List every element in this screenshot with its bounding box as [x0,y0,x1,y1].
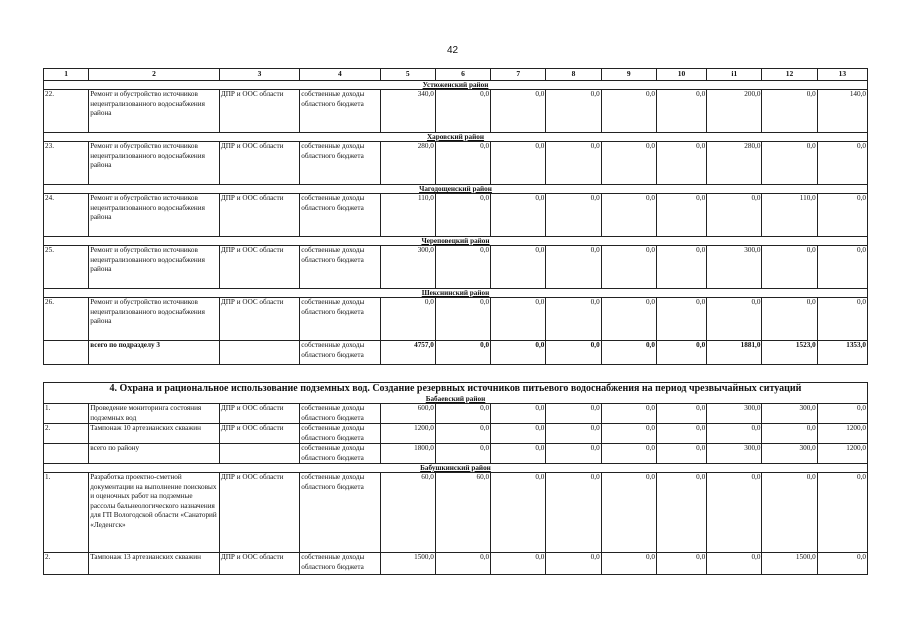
district-row [44,289,868,298]
value-cell: 1523,0 [762,341,817,365]
measure-name: Тампонаж 13 артезианских скважин [89,553,220,575]
value-cell: 0,0 [601,341,656,365]
column-number: 3 [219,69,299,81]
district-row [44,395,868,404]
value-cell: 0,0 [656,298,706,341]
table-row [44,142,868,185]
row-number: 24. [44,194,89,237]
measure-name: Ремонт и обустройство источников нецентрализованного водоснабжения района [89,142,220,185]
row-number: 2. [44,553,89,575]
value-cell: 280,0 [380,142,435,185]
value-cell: 0,0 [656,142,706,185]
measure-name: Разработка проектно-сметной документации на выполнение поисковых и оценочных работ на подземные рассолы бальнеологического назначения для ГП Вологодской области «Санаторий «Леденгск» [89,473,220,553]
value-cell: 0,0 [491,424,546,444]
value-cell: 0,0 [491,246,546,289]
value-cell: 0,0 [546,194,601,237]
executor: ДПР и ООС области [219,553,299,575]
value-cell: 0,0 [601,90,656,133]
column-number: 9 [601,69,656,81]
value-cell: 0,0 [707,553,762,575]
measure-name: Ремонт и обустройство источников нецентрализованного водоснабжения района [89,90,220,133]
row-number: 25. [44,246,89,289]
funding-source: собственные доходы областного бюджета [300,142,380,185]
district-name: Череповецкий район [44,237,868,246]
value-cell: 0,0 [656,473,706,553]
district-row [44,237,868,246]
value-cell: 0,0 [656,90,706,133]
value-cell: 1200,0 [817,424,867,444]
executor [219,444,299,464]
executor: ДПР и ООС области [219,404,299,424]
value-cell: 1200,0 [380,424,435,444]
value-cell: 0,0 [435,142,490,185]
value-cell: 0,0 [491,404,546,424]
value-cell: 0,0 [546,246,601,289]
value-cell: 4757,0 [380,341,435,365]
value-cell: 0,0 [546,90,601,133]
value-cell: 0,0 [546,341,601,365]
row-number: 2. [44,424,89,444]
value-cell: 0,0 [491,298,546,341]
district-name: Устюженский район [44,81,868,90]
value-cell: 0,0 [817,142,867,185]
value-cell: 0,0 [435,444,490,464]
value-cell: 0,0 [435,553,490,575]
value-cell: 0,0 [380,298,435,341]
value-cell: 300,0 [762,404,817,424]
funding-source: собственные доходы областного бюджета [300,404,380,424]
section-title: 4. Охрана и рациональное использование подземных вод. Создание резервных источников питьевого водоснабжения на период чрезвычайных ситуаций [44,383,868,396]
executor: ДПР и ООС области [219,194,299,237]
value-cell: 280,0 [707,142,762,185]
value-cell: 0,0 [491,194,546,237]
value-cell: 0,0 [817,246,867,289]
column-number: 10 [656,69,706,81]
district-name: Бабаевский район [44,395,868,404]
district-row [44,464,868,473]
funding-source: собственные доходы областного бюджета [300,246,380,289]
value-cell: 0,0 [435,341,490,365]
value-cell: 0,0 [707,194,762,237]
value-cell: 0,0 [435,298,490,341]
row-number: 1. [44,473,89,553]
funding-source: собственные доходы областного бюджета [300,90,380,133]
column-number-header [44,69,868,81]
district-row [44,81,868,90]
measure-name: Ремонт и обустройство источников нецентрализованного водоснабжения района [89,298,220,341]
value-cell: 300,0 [707,404,762,424]
executor: ДПР и ООС области [219,246,299,289]
value-cell: 0,0 [546,298,601,341]
column-number: 12 [762,69,817,81]
district-row [44,185,868,194]
value-cell: 0,0 [817,404,867,424]
value-cell: 0,0 [656,444,706,464]
value-cell: 0,0 [601,404,656,424]
column-number: i1 [707,69,762,81]
value-cell: 0,0 [762,142,817,185]
value-cell: 0,0 [601,194,656,237]
value-cell: 0,0 [435,424,490,444]
value-cell: 600,0 [380,404,435,424]
row-number: 23. [44,142,89,185]
table-row [44,90,868,133]
page-number: 42 [447,45,459,56]
executor: ДПР и ООС области [219,424,299,444]
value-cell: 60,0 [435,473,490,553]
value-cell: 0,0 [601,473,656,553]
district-name: Харовский район [44,133,868,142]
measure-name: Тампонаж 10 артезианских скважин [89,424,220,444]
row-number: 1. [44,404,89,424]
value-cell: 300,0 [707,444,762,464]
value-cell: 0,0 [707,298,762,341]
value-cell: 1500,0 [762,553,817,575]
value-cell: 0,0 [601,142,656,185]
value-cell: 0,0 [546,424,601,444]
value-cell: 0,0 [656,404,706,424]
row-number: 22. [44,90,89,133]
table-row [44,444,868,464]
value-cell: 60,0 [380,473,435,553]
value-cell: 1881,0 [707,341,762,365]
funding-source: собственные доходы областного бюджета [300,424,380,444]
measure-name: Проведение мониторинга состояния подземных вод [89,404,220,424]
district-row [44,133,868,142]
column-number: 8 [546,69,601,81]
value-cell: 0,0 [817,473,867,553]
column-number: 7 [491,69,546,81]
value-cell: 110,0 [762,194,817,237]
district-name: Бабушкинский район [44,464,868,473]
table-row [44,246,868,289]
value-cell: 0,0 [656,341,706,365]
table-row [44,473,868,553]
column-number: 2 [89,69,220,81]
value-cell: 0,0 [601,444,656,464]
value-cell: 0,0 [762,90,817,133]
funding-source: собственные доходы областного бюджета [300,553,380,575]
district-name: Чагодощенский район [44,185,868,194]
value-cell: 0,0 [656,246,706,289]
value-cell: 0,0 [491,142,546,185]
value-cell: 0,0 [435,90,490,133]
value-cell: 0,0 [707,473,762,553]
value-cell: 0,0 [491,473,546,553]
table-row [44,553,868,575]
table-row [44,424,868,444]
row-number: 26. [44,298,89,341]
value-cell: 0,0 [762,424,817,444]
value-cell: 0,0 [601,298,656,341]
value-cell: 0,0 [546,553,601,575]
value-cell: 200,0 [707,90,762,133]
measure-name: всего по подразделу 3 [89,341,220,365]
row-number [44,444,89,464]
value-cell: 0,0 [656,194,706,237]
value-cell: 110,0 [380,194,435,237]
value-cell: 1500,0 [380,553,435,575]
measure-name: Ремонт и обустройство источников нецентрализованного водоснабжения района [89,194,220,237]
value-cell: 1800,0 [380,444,435,464]
measure-name: всего по району [89,444,220,464]
funding-source: собственные доходы областного бюджета [300,194,380,237]
value-cell: 0,0 [491,444,546,464]
district-name: Шекснинский район [44,289,868,298]
value-cell: 300,0 [380,246,435,289]
value-cell: 0,0 [817,553,867,575]
column-number: 1 [44,69,89,81]
column-number: 5 [380,69,435,81]
column-number: 13 [817,69,867,81]
value-cell: 0,0 [546,404,601,424]
table-row [44,194,868,237]
value-cell: 0,0 [491,90,546,133]
budget-table-section-4 [43,382,868,575]
value-cell: 0,0 [601,553,656,575]
section-title-row [44,383,868,396]
value-cell: 1353,0 [817,341,867,365]
value-cell: 340,0 [380,90,435,133]
executor: ДПР и ООС области [219,142,299,185]
budget-table-section-3 [43,68,868,365]
value-cell: 0,0 [491,341,546,365]
value-cell: 0,0 [546,142,601,185]
value-cell: 0,0 [546,473,601,553]
value-cell: 0,0 [707,424,762,444]
value-cell: 0,0 [656,553,706,575]
executor: ДПР и ООС области [219,90,299,133]
row-number [44,341,89,365]
value-cell: 0,0 [435,246,490,289]
value-cell: 0,0 [435,194,490,237]
value-cell: 0,0 [435,404,490,424]
table-row [44,404,868,424]
value-cell: 0,0 [762,246,817,289]
value-cell: 0,0 [656,424,706,444]
value-cell: 0,0 [817,298,867,341]
value-cell: 0,0 [762,298,817,341]
value-cell: 300,0 [762,444,817,464]
funding-source: собственные доходы областного бюджета [300,444,380,464]
value-cell: 0,0 [601,246,656,289]
table-row [44,341,868,365]
column-number: 6 [435,69,490,81]
funding-source: собственные доходы областного бюджета [300,473,380,553]
value-cell: 0,0 [817,194,867,237]
value-cell: 0,0 [762,473,817,553]
measure-name: Ремонт и обустройство источников нецентрализованного водоснабжения района [89,246,220,289]
value-cell: 140,0 [817,90,867,133]
value-cell: 300,0 [707,246,762,289]
value-cell: 0,0 [546,444,601,464]
funding-source: собственные доходы областного бюджета [300,298,380,341]
executor: ДПР и ООС области [219,473,299,553]
value-cell: 1200,0 [817,444,867,464]
value-cell: 0,0 [601,424,656,444]
table-row [44,298,868,341]
executor: ДПР и ООС области [219,298,299,341]
value-cell: 0,0 [491,553,546,575]
executor [219,341,299,365]
column-number: 4 [300,69,380,81]
funding-source: собственные доходы областного бюджета [300,341,380,365]
